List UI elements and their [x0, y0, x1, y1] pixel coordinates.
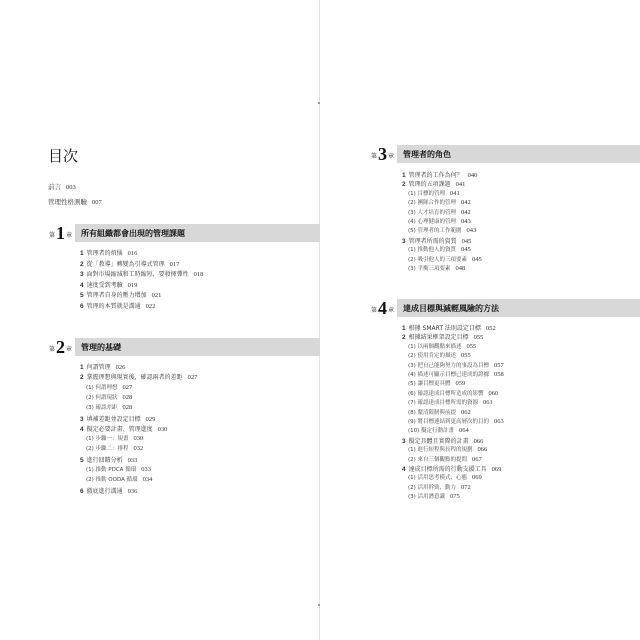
- entry-number: 2: [402, 181, 406, 189]
- subentry-page: 041: [450, 189, 460, 197]
- subentry-page: 055: [466, 342, 477, 350]
- subentry-text: (1) 何謂理想: [86, 384, 118, 391]
- chapter-3-header: [368, 145, 640, 163]
- toc-entry: [402, 179, 465, 188]
- subentry-text: (1) 推動 PDCA 循環: [86, 467, 137, 473]
- chapter-4-header: [368, 299, 640, 317]
- entry-text: 管理者自身的壓力增加: [86, 292, 147, 300]
- toc-entry: [80, 259, 179, 268]
- entry-page: 026: [115, 364, 126, 371]
- entry-page: 055: [473, 334, 484, 342]
- subentry-text: (3) 平衡三項要素: [408, 266, 451, 272]
- subentry-page: 058: [494, 371, 504, 378]
- entry-text: 管理者的煩惱: [86, 250, 123, 257]
- entry-number: 6: [80, 303, 84, 310]
- toc-subentry: [86, 383, 132, 391]
- toc-subentry: [408, 473, 482, 481]
- chapter-title: 達成目標與減輕風險的方法: [397, 299, 640, 317]
- entry-page: 052: [485, 325, 496, 332]
- chapter-title: 所有組織都會出現的管理課題: [75, 224, 320, 242]
- subentry-page: 043: [466, 227, 477, 235]
- entry-page: 066: [473, 437, 484, 445]
- toc-subentry: [408, 226, 476, 234]
- toc-entry: [80, 248, 137, 257]
- toc-entry: [402, 332, 483, 341]
- toc-subentry: [86, 393, 132, 401]
- subentry-page: 033: [141, 466, 151, 473]
- chapter-2-header: [46, 338, 320, 356]
- entry-number: 2: [402, 334, 406, 342]
- entry-text: 擬定必要計畫、管理進度: [86, 425, 153, 433]
- entry-number: 6: [80, 487, 84, 495]
- toc-entry: [402, 323, 496, 332]
- subentry-text: (1) 目標的管理: [408, 190, 446, 197]
- entry-page: 029: [145, 415, 156, 423]
- subentry-text: (1) 活用思考模式、心態: [408, 475, 468, 482]
- entry-number: 3: [80, 415, 84, 423]
- toc-subentry: [408, 426, 469, 434]
- toc-entry: [80, 280, 137, 289]
- entry-page: 036: [127, 487, 138, 495]
- toc-subentry: [86, 434, 143, 442]
- subentry-page: 060: [488, 389, 499, 397]
- chapter-title: 管理的基礎: [75, 338, 320, 356]
- entry-number: 1: [402, 325, 406, 332]
- toc-subentry: [408, 389, 498, 397]
- entry-page: 030: [157, 425, 168, 433]
- entry-page: 040: [467, 172, 478, 179]
- subentry-text: (2) 何謂現狀: [86, 394, 118, 401]
- toc-subentry: [408, 361, 504, 369]
- chapter-badge: 第 3 章: [368, 145, 397, 163]
- entry-number: 2: [80, 260, 84, 268]
- subentry-page: 034: [142, 476, 153, 484]
- subentry-page: 062: [461, 408, 471, 416]
- entry-number: 4: [402, 466, 406, 473]
- chapter-badge: 第 2 章: [46, 338, 75, 356]
- toc-subentry: [408, 217, 471, 225]
- entry-text: 擬定具體且實際的計畫: [408, 437, 469, 445]
- entry-page: 018: [193, 271, 204, 279]
- toc-subentry: [408, 398, 493, 406]
- subentry-text: (6) 確認達成目標所造成的影響: [408, 390, 484, 397]
- subentry-page: 066: [477, 446, 488, 454]
- crop-mark-top: [318, 102, 320, 104]
- subentry-page: 063: [494, 418, 504, 425]
- entry-text: 達成目標所需的行動支援工具: [408, 466, 487, 473]
- subentry-text: (1) 步驟一：規畫: [86, 436, 129, 443]
- subentry-page: 059: [455, 380, 466, 388]
- toc-subentry: [86, 403, 132, 411]
- entry-text: 管理者所需的資質: [408, 237, 457, 245]
- entry-number: 5: [80, 456, 84, 464]
- entry-page: 069: [491, 466, 502, 473]
- entry-page: 027: [187, 374, 198, 382]
- entry-text: 根據結果框架設定目標: [408, 334, 469, 342]
- entry-page: 017: [169, 260, 180, 268]
- toc-subentry: [408, 255, 482, 263]
- subentry-page: 057: [494, 361, 504, 369]
- subentry-text: (4) 描述可顯示目標已達成的證據: [408, 372, 490, 378]
- subentry-text: (2) 步驟二：排程: [86, 446, 129, 453]
- entry-text: 管理者的工作為何？: [408, 172, 463, 179]
- toc-entry: [402, 436, 483, 445]
- entry-page: 045: [461, 237, 472, 245]
- toc-entry: [402, 464, 501, 473]
- subentry-page: 072: [461, 483, 471, 491]
- entry-page: 021: [151, 292, 162, 300]
- entry-number: 5: [80, 292, 84, 300]
- toc-subentry: [408, 483, 471, 491]
- entry-number: 3: [402, 237, 406, 245]
- subentry-text: (2) 推動 OODA 循環: [86, 477, 138, 484]
- entry-text: 面對市場縮減和工時縮短，要發揮彈性: [86, 271, 189, 279]
- entry-text: 從「教導」轉變為引導式管理: [86, 260, 165, 268]
- entry-text: 管理的本質就是溝通: [86, 303, 141, 310]
- entry-number: 4: [80, 281, 84, 289]
- chapter-badge: 第 1 章: [46, 224, 75, 242]
- entry-number: 4: [80, 425, 84, 433]
- toc-subentry: [408, 379, 465, 387]
- entry-text: 填補差距並設定目標: [86, 415, 141, 423]
- subentry-text: (4) 心理健康的管理: [408, 219, 457, 225]
- subentry-page: 067: [472, 455, 482, 463]
- toc-subentry: [408, 351, 471, 359]
- toc-subentry: [408, 245, 471, 253]
- entry-page: 022: [145, 303, 156, 310]
- entry-text: 根據 SMART 法則設定目標: [408, 325, 481, 332]
- subentry-text: (1) 推動他人的資質: [408, 247, 457, 254]
- subentry-text: (2) 吸引他人的三項要素: [408, 256, 468, 263]
- toc-subentry: [408, 264, 465, 272]
- subentry-page: 027: [122, 383, 133, 391]
- entry-number: 3: [402, 437, 406, 445]
- subentry-page: 064: [459, 427, 469, 435]
- entry-number: 1: [402, 172, 406, 179]
- entry-text: 速度受到考驗: [86, 281, 123, 289]
- toc-title: 目次: [48, 147, 79, 165]
- chapter-1-header: [46, 224, 320, 242]
- subentry-page: 032: [133, 445, 144, 453]
- toc-entry: [80, 372, 197, 381]
- subentry-text: (1) 進行短程與長程的規劃: [408, 447, 473, 454]
- toc-subentry: [408, 189, 460, 197]
- entry-number: 1: [80, 364, 84, 371]
- subentry-text: (3) 人才培育的管理: [408, 209, 457, 216]
- entry-page: 041: [455, 181, 466, 189]
- toc-subentry: [408, 198, 471, 206]
- toc-entry: [80, 486, 137, 495]
- toc-entry: [80, 362, 125, 371]
- toc-subentry: [408, 342, 476, 350]
- subentry-page: 069: [472, 474, 482, 482]
- subentry-text: (2) 團隊合作的管理: [408, 200, 457, 207]
- subentry-page: 045: [461, 246, 471, 254]
- subentry-page: 028: [122, 404, 133, 412]
- chapter-title: 管理者的角色: [397, 145, 640, 163]
- subentry-page: 042: [461, 208, 471, 216]
- subentry-text: (3) 把自己能夠努力的事設為目標: [408, 362, 490, 369]
- subentry-text: (10) 擬定行動計畫: [408, 428, 455, 435]
- entry-text: 管理的五項課題: [408, 181, 451, 189]
- toc-subentry: [408, 417, 504, 425]
- entry-number: 3: [80, 271, 84, 279]
- entry-text: 掌握理想與現實後，確認兩者的差距: [86, 374, 183, 382]
- toc-entry: [80, 269, 203, 278]
- subentry-text: (5) 讓目標更具體: [408, 381, 451, 388]
- subentry-text: (3) 活用潛意識: [408, 494, 446, 501]
- subentry-text: (7) 確認達成目標所需的資源: [408, 400, 479, 407]
- toc-subentry: [408, 445, 487, 453]
- subentry-page: 028: [122, 393, 133, 401]
- subentry-page: 043: [461, 218, 471, 225]
- toc-entry: [402, 236, 471, 245]
- subentry-text: (5) 管理者的工作範圍: [408, 228, 462, 235]
- toc-subentry: [408, 370, 504, 378]
- toc-entry: [80, 424, 167, 433]
- entry-page: 019: [127, 281, 138, 289]
- entry-page: 016: [127, 250, 138, 257]
- toc-entry: [80, 290, 161, 299]
- subentry-text: (2) 使用肯定的描述: [408, 353, 457, 360]
- subentry-text: (2) 活用幹勁、動力: [408, 484, 457, 491]
- toc-subentry: [86, 475, 152, 483]
- subentry-text: (1) 以兩個觀點來描述: [408, 343, 462, 350]
- subentry-page: 055: [461, 352, 471, 360]
- toc-entry: [80, 455, 137, 464]
- toc-entry: [80, 301, 155, 310]
- entry-page: 033: [127, 456, 138, 464]
- toc-entry: [80, 414, 155, 423]
- entry-text: 徹底進行溝通: [86, 487, 123, 495]
- toc-entry: [402, 170, 477, 179]
- subentry-page: 045: [472, 255, 482, 263]
- entry-number: 2: [80, 374, 84, 382]
- subentry-text: (8) 釐清限制與前提: [408, 409, 457, 416]
- subentry-page: 042: [461, 199, 471, 207]
- toc-subentry: [408, 455, 482, 463]
- crop-mark-bottom: [318, 604, 320, 606]
- toc-subentry: [86, 465, 151, 473]
- front-matter-item: 管理性格測驗 007: [48, 198, 102, 206]
- subentry-page: 061: [483, 399, 493, 407]
- page-gutter: [319, 0, 320, 640]
- subentry-text: (2) 來自三個觀點的提問: [408, 456, 468, 463]
- toc-subentry: [408, 492, 460, 500]
- entry-number: 1: [80, 250, 84, 257]
- entry-text: 進行回饋分析: [86, 456, 123, 464]
- toc-subentry: [408, 408, 471, 416]
- front-matter-item: 前言 003: [48, 183, 76, 191]
- chapter-badge: 第 4 章: [368, 299, 397, 317]
- toc-subentry: [86, 444, 143, 452]
- subentry-page: 075: [450, 493, 460, 501]
- subentry-page: 030: [133, 435, 144, 443]
- subentry-text: (9) 將目標連結到更高層次的目的: [408, 419, 490, 425]
- entry-text: 何謂管理: [86, 364, 111, 371]
- subentry-page: 048: [455, 265, 466, 272]
- toc-subentry: [408, 208, 471, 216]
- subentry-text: (3) 確認差距: [86, 405, 118, 412]
